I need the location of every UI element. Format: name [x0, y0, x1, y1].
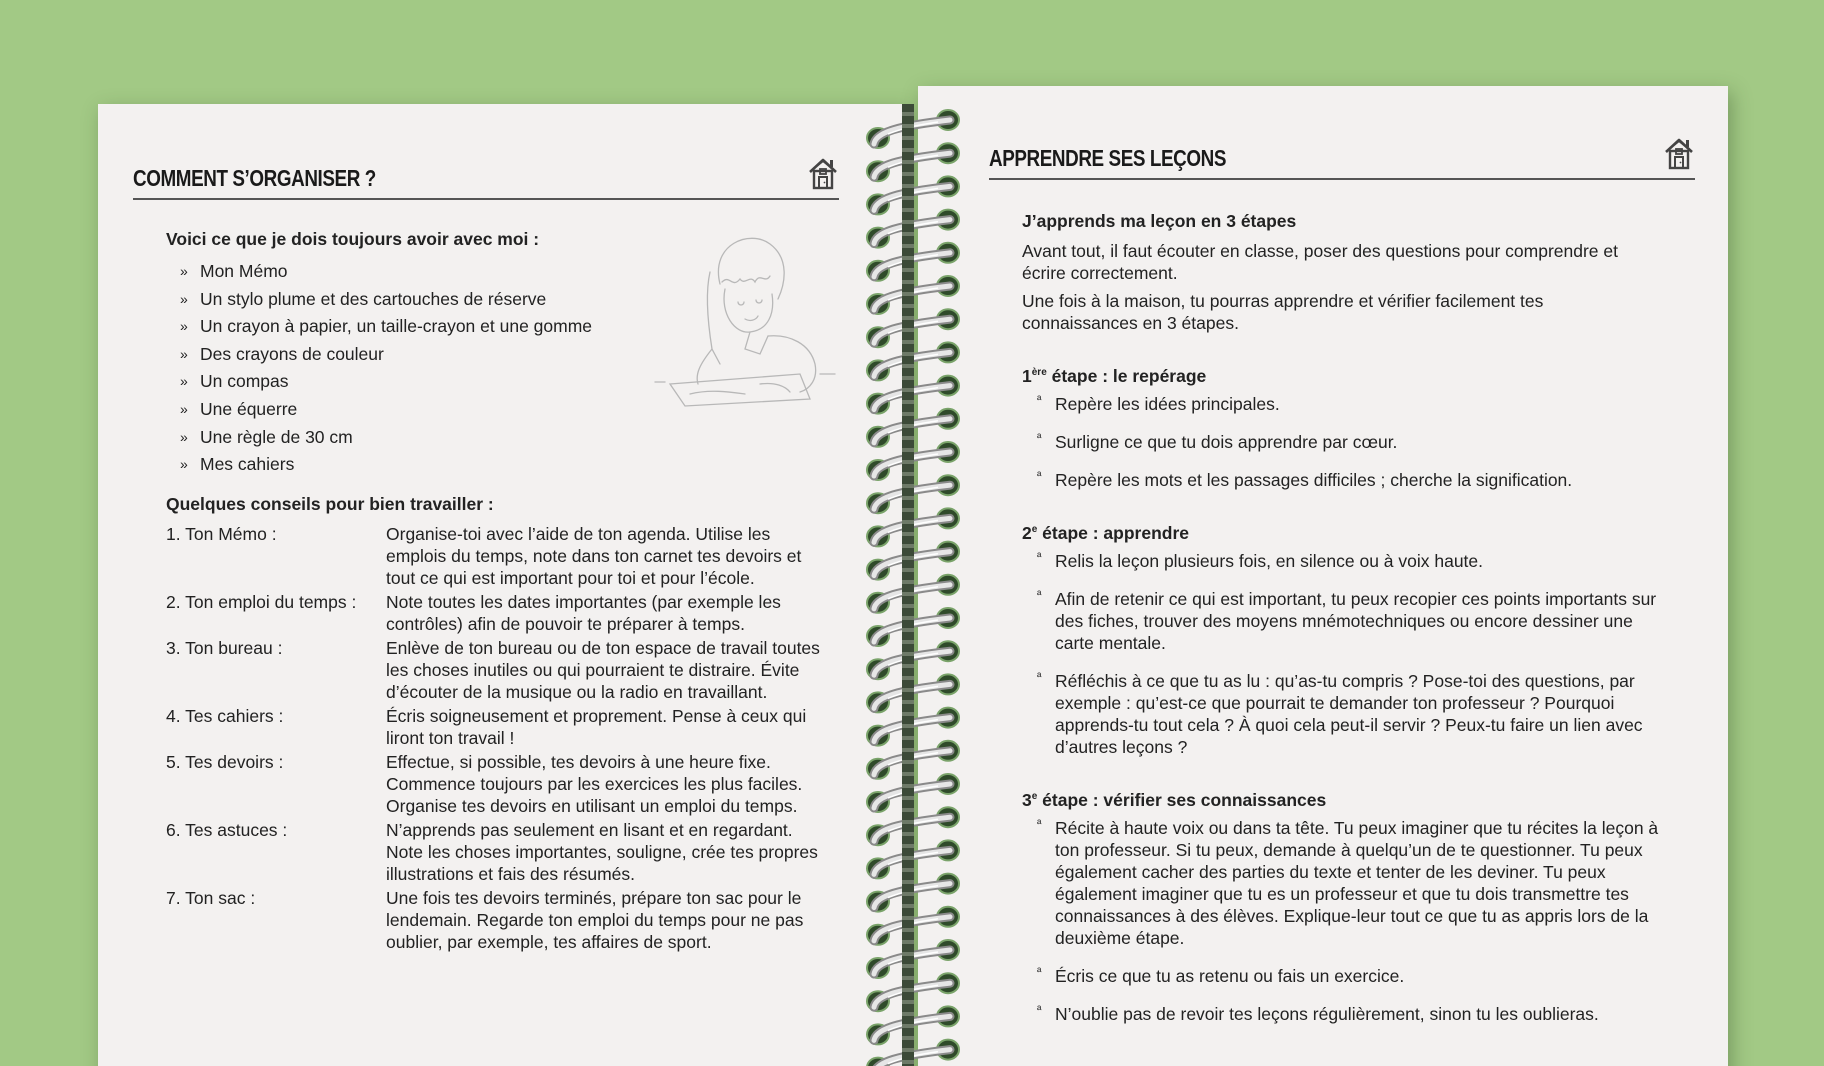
bullet-icon: » — [180, 456, 188, 473]
tip-row — [166, 819, 826, 885]
right-page — [918, 86, 1728, 1066]
intro-paragraph: Une fois à la maison, tu pourras apprendre et vérifier facilement tes connaissances en 3 étapes. — [1022, 291, 1544, 333]
tip-label: 2. Ton emploi du temps : — [166, 591, 357, 612]
step-2 — [1022, 519, 1662, 758]
step-item: ª Surligne ce que tu dois apprendre par cœur. — [1022, 431, 1662, 453]
home-icon[interactable] — [1663, 136, 1695, 170]
tip-label: 7. Ton sac : — [166, 887, 256, 908]
right-page-header — [989, 140, 1695, 180]
list-item: » Mon Mémo — [166, 258, 826, 286]
bullet-icon: ª — [1037, 550, 1042, 564]
step-item: ª Afin de retenir ce qui est important, tu peux recopier ces points importants sur des fiches, trouver des moyens mnémotechniques ou encore dessiner une carte mentale. — [1022, 588, 1662, 654]
bullet-icon: ª — [1037, 469, 1042, 483]
list-item: » Une équerre — [166, 396, 826, 424]
intro-paragraph: Avant tout, il faut écouter en classe, poser des questions pour comprendre et écrire correctement. — [1022, 241, 1618, 283]
tips-heading: Quelques conseils pour bien travailler : — [166, 493, 494, 514]
tip-text: Une fois tes devoirs terminés, prépare ton sac pour le lendemain. Regarde ton emploi du temps pour ne pas oublier, par exemple, tes affaires de sport. — [386, 887, 804, 952]
tip-label: 5. Tes devoirs : — [166, 751, 284, 772]
bullet-icon: » — [180, 400, 188, 417]
left-page-content — [166, 228, 826, 955]
intro-text — [1022, 240, 1662, 334]
tip-label: 1. Ton Mémo : — [166, 523, 277, 544]
list-item: » Des crayons de couleur — [166, 341, 826, 369]
step-heading: 1ère étape : le repérage — [1022, 366, 1207, 386]
right-page-content — [1022, 210, 1662, 1041]
page-title: APPRENDRE SES LEÇONS — [989, 145, 1227, 171]
home-icon[interactable] — [807, 156, 839, 190]
tip-text: Note toutes les dates importantes (par exemple les contrôles) afin de pouvoir te préparer à temps. — [386, 591, 781, 634]
tip-row — [166, 751, 826, 817]
step-heading: 3e étape : vérifier ses connaissances — [1022, 790, 1327, 810]
supplies-heading: Voici ce que je dois toujours avoir avec moi : — [166, 229, 540, 249]
left-page-header — [133, 160, 839, 200]
step-item: ª N’oublie pas de revoir tes leçons régulièrement, sinon tu les oublieras. — [1022, 1003, 1662, 1025]
page-title: COMMENT S’ORGANISER ? — [133, 165, 376, 191]
spiral-spine — [902, 104, 914, 1066]
bullet-icon: » — [180, 290, 188, 307]
list-item: » Un compas — [166, 368, 826, 396]
list-item: » Un crayon à papier, un taille-crayon et une gomme — [166, 313, 826, 341]
lesson-heading: J’apprends ma leçon en 3 étapes — [1022, 211, 1297, 231]
tip-text: Organise-toi avec l’aide de ton agenda. Utilise les emplois du temps, note dans ton carnet tes devoirs et tout ce qui est important pour toi et pour l’école. — [386, 523, 802, 588]
tip-row — [166, 887, 826, 953]
bullet-icon: ª — [1037, 588, 1042, 602]
list-item: » Mes cahiers — [166, 451, 826, 479]
step-item: ª Réfléchis à ce que tu as lu : qu’as-tu compris ? Pose-toi des questions, par exemple : qu’est-ce que pourrait te demander ton professeur ? Pourquoi apprends-tu tout cela ? À quoi cela peut-il servir ? Peux-tu faire un lien avec d’autres leçons ? — [1022, 670, 1662, 758]
tip-row — [166, 637, 826, 703]
step-3 — [1022, 786, 1662, 1025]
tip-text: Effectue, si possible, tes devoirs à une heure fixe. Commence toujours par les exercices les plus faciles. Organise tes devoirs en utilisant un emploi du temps. — [386, 751, 803, 816]
step-heading: 2e étape : apprendre — [1022, 523, 1190, 543]
bullet-icon: » — [180, 263, 188, 279]
step-item: ª Récite à haute voix ou dans ta tête. Tu peux imaginer que tu récites la leçon à ton professeur. Si tu peux, demande à quelqu’un de te questionner. Tu peux également cacher des parties du texte et tenter de les deviner. Tu peux également imaginer que tu es un professeur et que tu dois transmettre tes connaissances à des élèves. Explique-leur tout ce que tu as appris lors de la deuxième étape. — [1022, 817, 1662, 949]
step-item: ª Repère les idées principales. — [1022, 393, 1662, 415]
bullet-icon: ª — [1037, 817, 1042, 831]
list-item: » Une règle de 30 cm — [166, 424, 826, 452]
bullet-icon: ª — [1037, 393, 1042, 407]
bullet-icon: » — [180, 318, 188, 335]
bullet-icon: » — [180, 345, 188, 362]
bullet-icon: ª — [1037, 965, 1042, 979]
tip-label: 6. Tes astuces : — [166, 819, 288, 840]
bullet-icon: ª — [1037, 431, 1042, 445]
step-item: ª Écris ce que tu as retenu ou fais un exercice. — [1022, 965, 1662, 987]
tip-text: N’apprends pas seulement en lisant et en regardant. Note les choses importantes, souligne, crée tes propres illustrations et fais des résumés. — [386, 819, 818, 884]
tip-label: 3. Ton bureau : — [166, 637, 283, 658]
tip-row — [166, 705, 826, 749]
tip-text: Écris soigneusement et proprement. Pense à ceux qui liront ton travail ! — [386, 705, 807, 748]
step-item: ª Repère les mots et les passages difficiles ; cherche la signification. — [1022, 469, 1662, 491]
bullet-icon: » — [180, 373, 188, 390]
tip-text: Enlève de ton bureau ou de ton espace de travail toutes les choses inutiles ou qui pourraient te distraire. Évite d’écouter de la musique ou la radio en travaillant. — [386, 637, 820, 702]
tip-row — [166, 591, 826, 635]
tip-label: 4. Tes cahiers : — [166, 705, 284, 726]
step-1 — [1022, 362, 1662, 491]
bullet-icon: ª — [1037, 670, 1042, 684]
step-item: ª Relis la leçon plusieurs fois, en silence ou à voix haute. — [1022, 550, 1662, 572]
supplies-list — [166, 258, 826, 479]
bullet-icon: » — [180, 428, 188, 445]
bullet-icon: ª — [1037, 1003, 1042, 1017]
tip-row — [166, 523, 826, 589]
left-page — [98, 104, 908, 1066]
spiral-binding — [858, 104, 968, 1066]
list-item: » Un stylo plume et des cartouches de réserve — [166, 286, 826, 314]
